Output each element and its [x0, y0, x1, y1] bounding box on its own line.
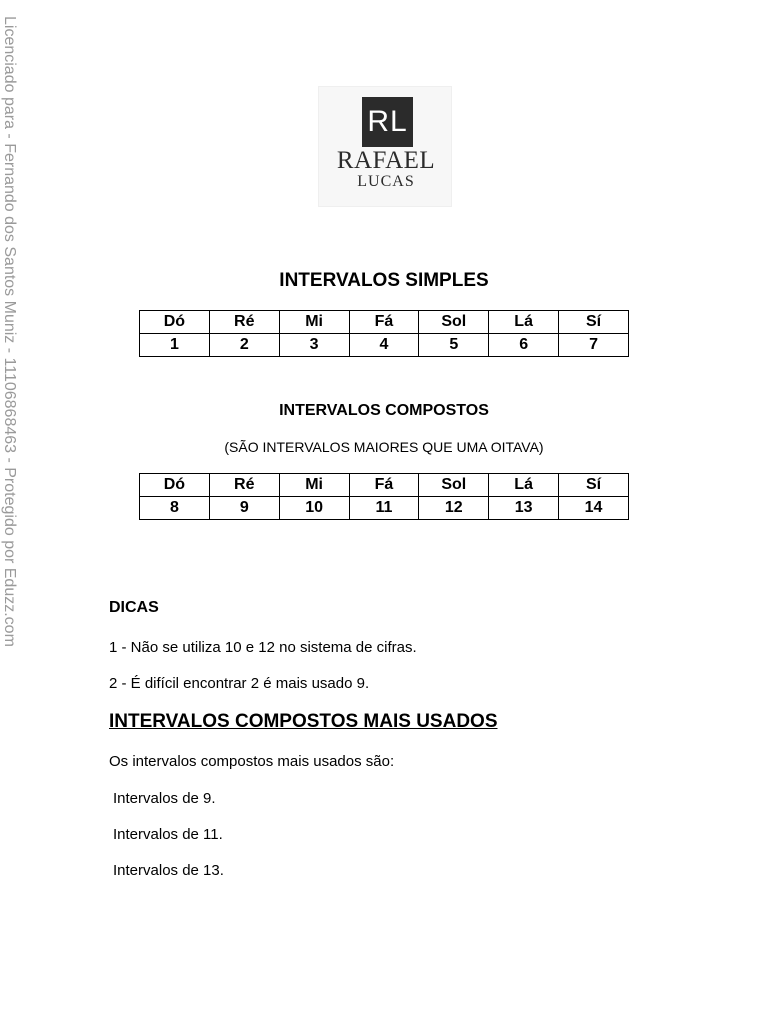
table-cell: 12 — [419, 497, 489, 520]
compound-intervals-note: (SÃO INTERVALOS MAIORES QUE UMA OITAVA) — [224, 439, 544, 455]
compound-intervals-table — [139, 473, 629, 520]
table-cell: Lá — [489, 311, 559, 334]
logo-subname: LUCAS — [357, 173, 415, 190]
table-cell: 7 — [559, 334, 629, 357]
tip-item: 2 - É difícil encontrar 2 é mais usado 9. — [109, 675, 370, 692]
table-cell: Sol — [419, 474, 489, 497]
tip-item: 1 - Não se utiliza 10 e 12 no sistema de cifras. — [109, 639, 417, 656]
table-cell: Sí — [559, 311, 629, 334]
list-item: Intervalos de 11. — [113, 826, 223, 843]
table-cell: 11 — [349, 497, 419, 520]
table-cell: Dó — [140, 474, 210, 497]
table-cell: 9 — [209, 497, 279, 520]
table-cell: Ré — [209, 474, 279, 497]
license-watermark: Licenciado para - Fernando dos Santos Muniz - 11106868463 - Protegido por Eduzz.com — [1, 16, 18, 647]
most-used-heading: INTERVALOS COMPOSTOS MAIS USADOS — [109, 711, 498, 732]
table-header-row — [140, 311, 629, 334]
table-header-row — [140, 474, 629, 497]
list-item: Intervalos de 9. — [113, 790, 216, 807]
table-cell: 4 — [349, 334, 419, 357]
table-cell: Lá — [489, 474, 559, 497]
table-cell: 1 — [140, 334, 210, 357]
table-cell: Dó — [140, 311, 210, 334]
most-used-intro: Os intervalos compostos mais usados são: — [109, 753, 395, 770]
table-cell: Sol — [419, 311, 489, 334]
list-item: Intervalos de 13. — [113, 862, 224, 879]
table-cell: 8 — [140, 497, 210, 520]
table-cell: Ré — [209, 311, 279, 334]
table-cell: 10 — [279, 497, 349, 520]
table-cell: 6 — [489, 334, 559, 357]
table-cell: Fá — [349, 311, 419, 334]
table-cell: 13 — [489, 497, 559, 520]
table-cell: 2 — [209, 334, 279, 357]
table-cell: Mi — [279, 474, 349, 497]
table-row — [140, 334, 629, 357]
table-cell: 5 — [419, 334, 489, 357]
simple-intervals-title: INTERVALOS SIMPLES — [279, 270, 489, 291]
table-cell: Fá — [349, 474, 419, 497]
table-cell: Mi — [279, 311, 349, 334]
brand-logo — [318, 86, 452, 207]
tips-heading: DICAS — [109, 599, 159, 616]
table-row — [140, 497, 629, 520]
table-cell: 3 — [279, 334, 349, 357]
table-cell: 14 — [559, 497, 629, 520]
table-cell: Sí — [559, 474, 629, 497]
logo-monogram: RL — [362, 97, 413, 147]
simple-intervals-table — [139, 310, 629, 357]
logo-name: RAFAEL — [336, 147, 436, 174]
compound-intervals-title: INTERVALOS COMPOSTOS — [279, 402, 489, 419]
